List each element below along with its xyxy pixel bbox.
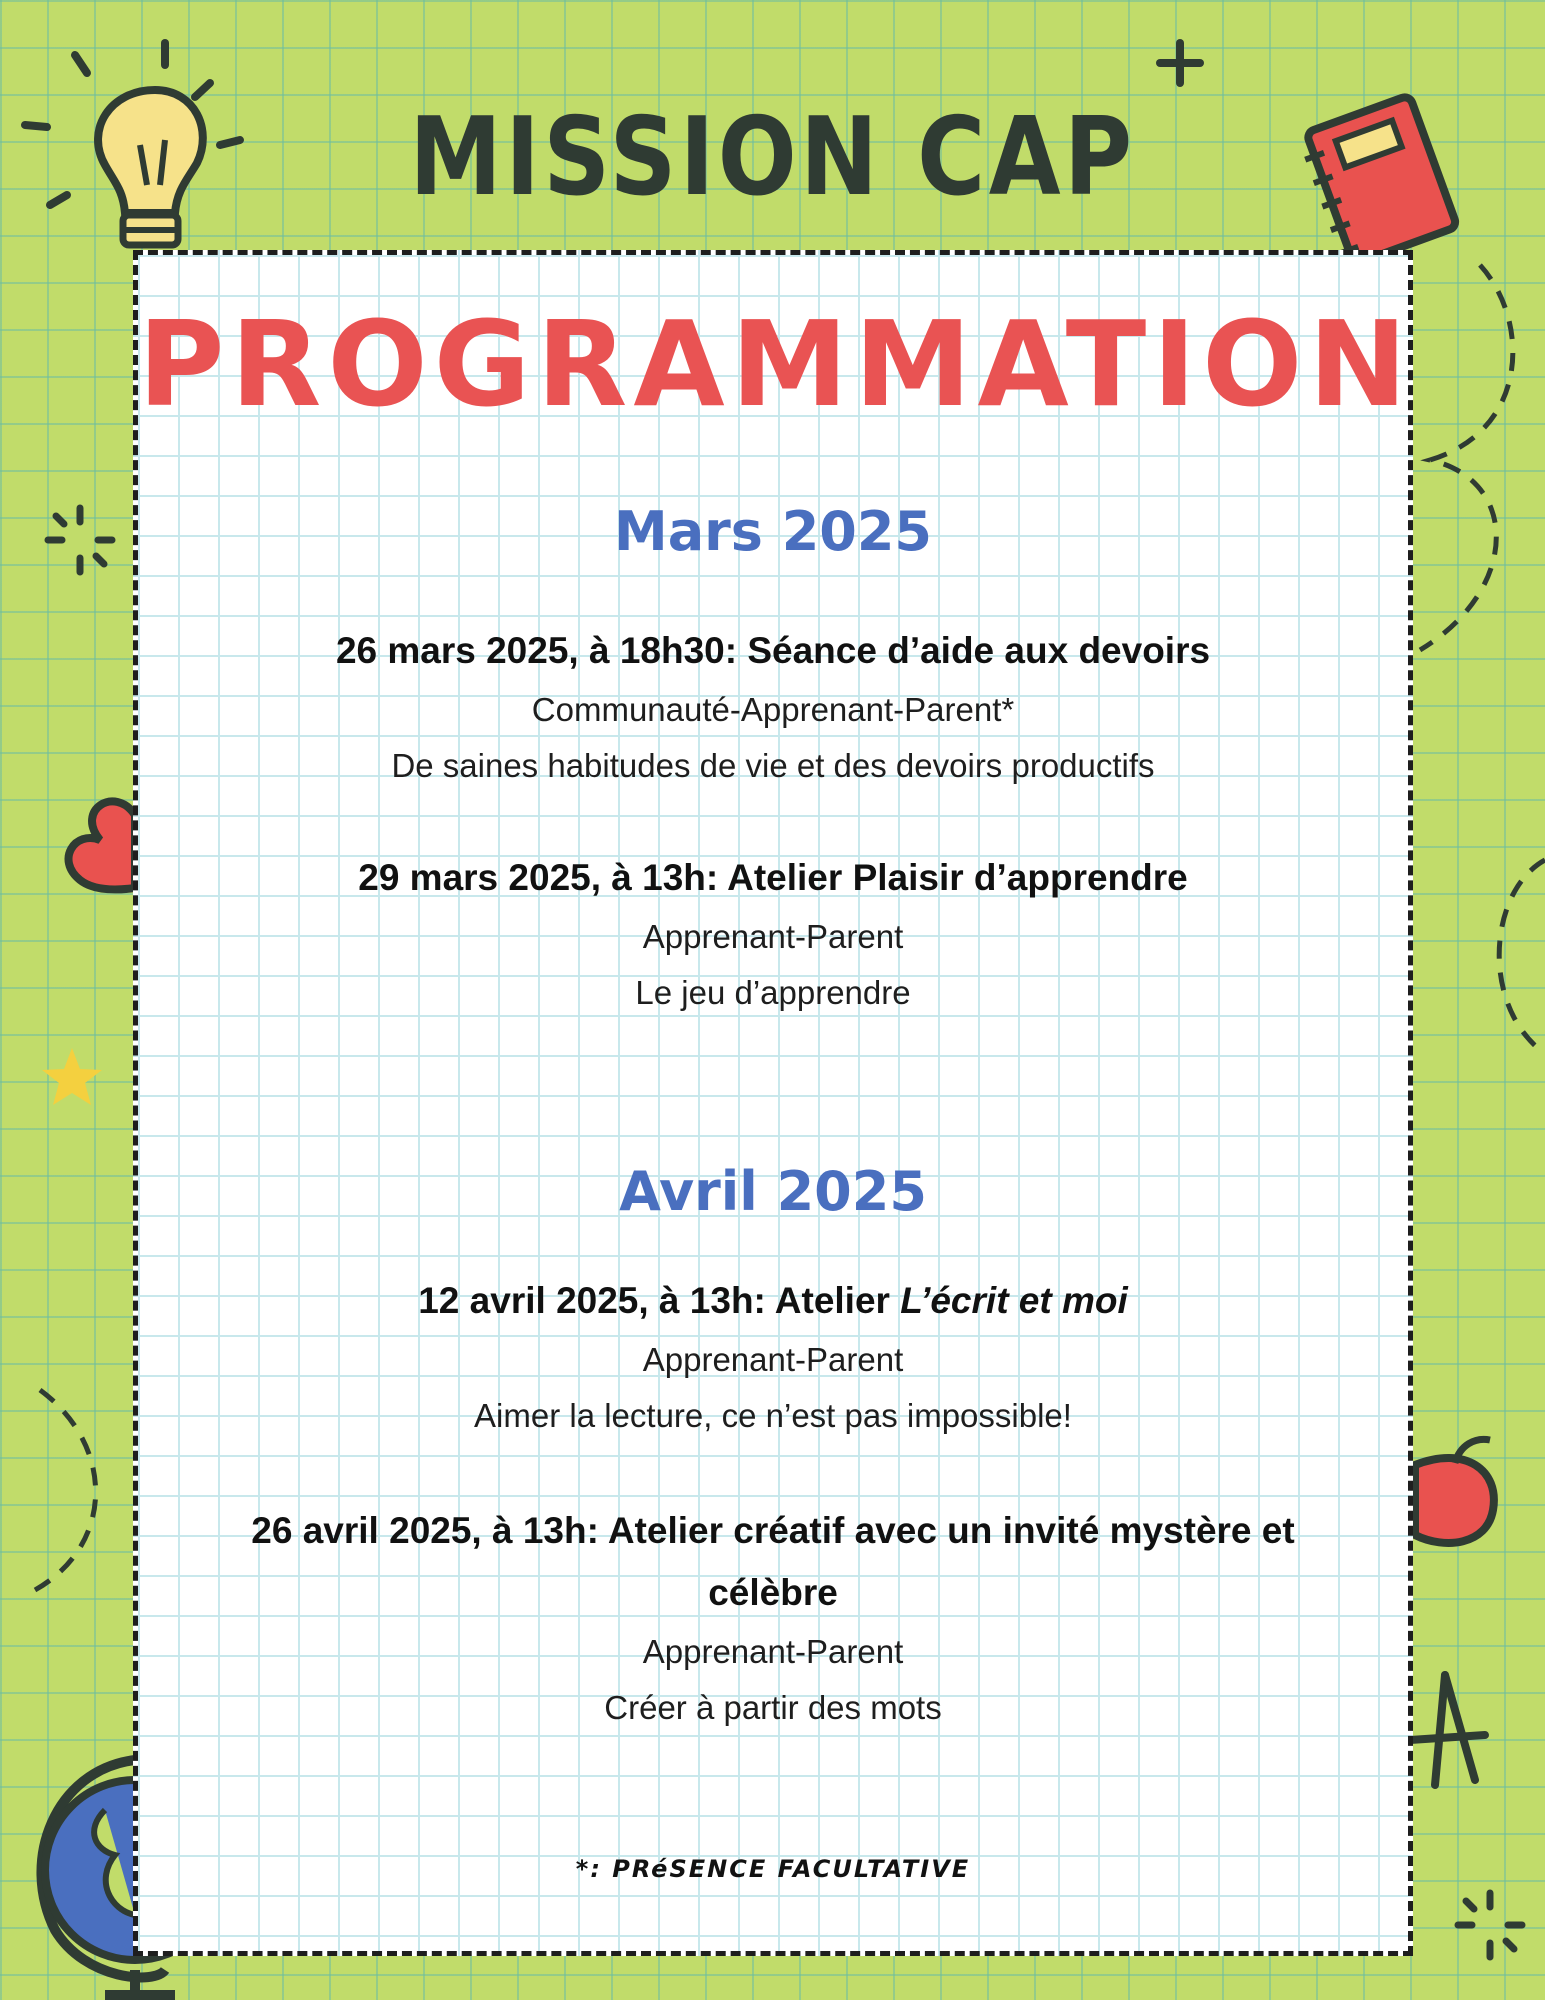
program-card — [133, 250, 1413, 1956]
apple-icon — [1405, 1425, 1505, 1555]
event-title: 26 avril 2025, à 13h: Atelier créatif avec un invité mystère et célèbre — [251, 1510, 1295, 1613]
event-description: Aimer la lecture, ce n’est pas impossible! — [474, 1397, 1072, 1434]
event-description: Le jeu d’apprendre — [635, 974, 911, 1011]
event-title-italic: L’écrit et moi — [900, 1280, 1128, 1321]
event-title: 29 mars 2025, à 13h: Atelier Plaisir d’apprendre — [358, 857, 1188, 898]
event-item — [198, 1500, 1348, 1736]
month-heading-avril: Avril 2025 — [619, 1160, 927, 1223]
footnote: *: PRéSENCE FACULTATIVE — [575, 1855, 971, 1883]
event-audience: Apprenant-Parent — [642, 918, 904, 955]
event-item — [178, 847, 1368, 1021]
event-item — [178, 1270, 1368, 1444]
plus-icon — [1155, 38, 1205, 88]
heart-icon — [55, 790, 140, 900]
page-header-title: MISSION CAP — [409, 95, 1136, 220]
event-audience: Communauté-Apprenant-Parent* — [531, 691, 1015, 728]
program-title: PROGRAMMATION — [138, 295, 1414, 433]
dashed-circle-icon — [1480, 850, 1545, 1060]
event-title: 26 mars 2025, à 18h30: Séance d’aide aux devoirs — [335, 630, 1211, 671]
event-audience: Apprenant-Parent — [642, 1633, 904, 1670]
rocket-icon — [1405, 1665, 1495, 1795]
event-item — [178, 620, 1368, 794]
dashed-curve-icon — [1400, 260, 1540, 660]
dashed-curve-left-icon — [25, 1385, 105, 1595]
star-icon — [40, 1045, 105, 1110]
event-title-prefix: 12 avril 2025, à 13h: Atelier — [418, 1280, 901, 1321]
event-description: De saines habitudes de vie et des devoirs productifs — [391, 747, 1155, 784]
event-description: Créer à partir des mots — [604, 1689, 942, 1726]
sparkle-icon-bottom — [1450, 1885, 1530, 1965]
event-title — [178, 1270, 1368, 1332]
event-audience: Apprenant-Parent — [642, 1341, 904, 1378]
sparkle-icon — [40, 500, 120, 580]
month-heading-mars: Mars 2025 — [613, 500, 933, 563]
